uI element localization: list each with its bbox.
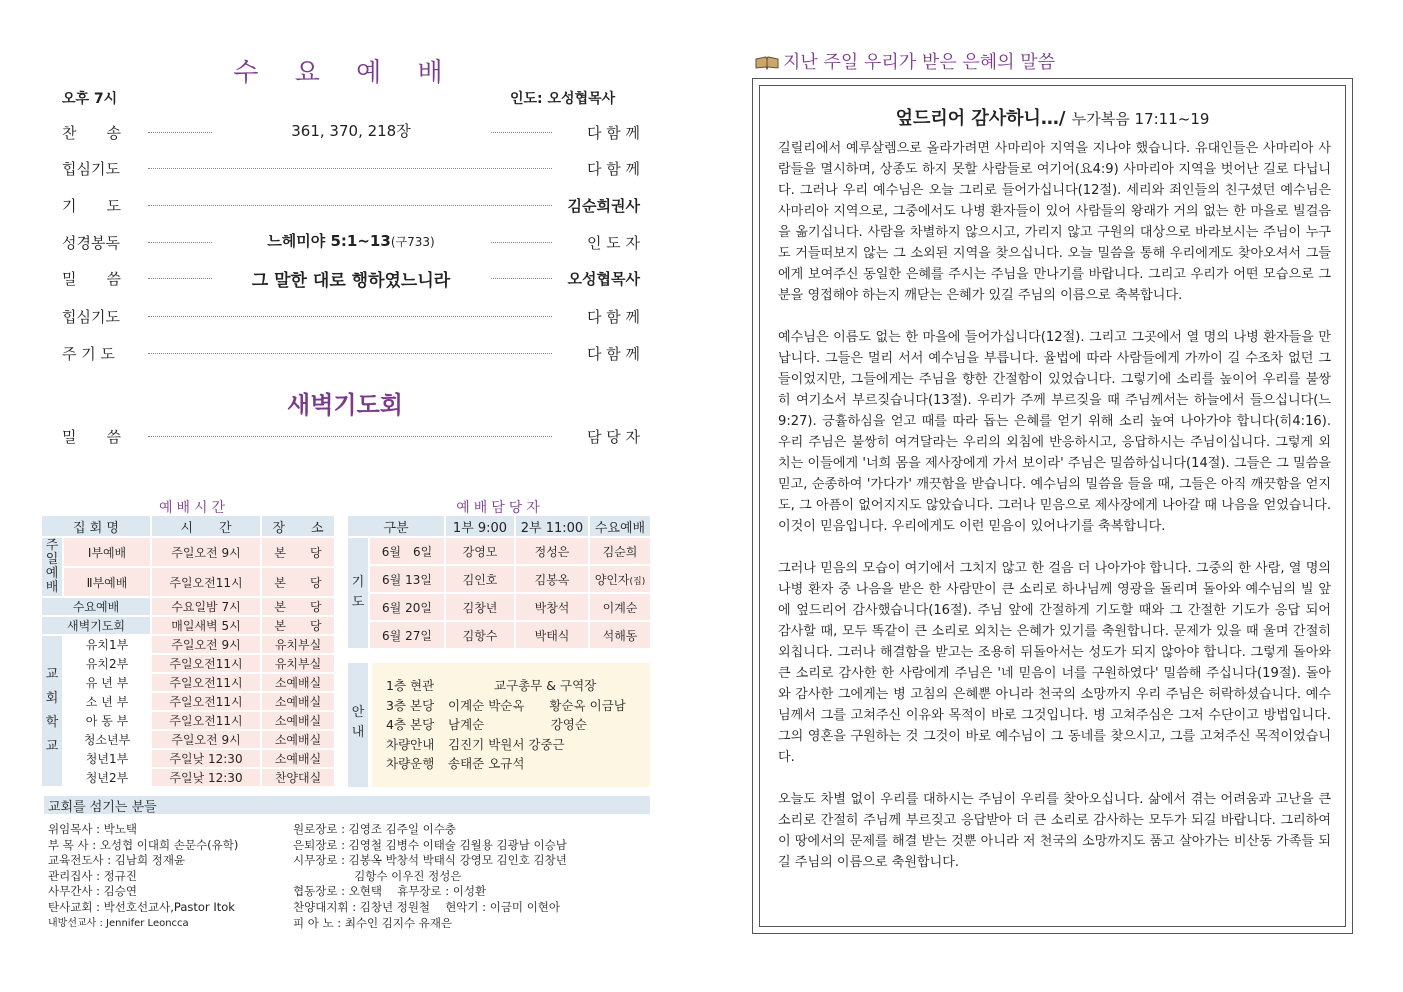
- order-item-name: 힙심기도: [62, 308, 120, 326]
- table-header: 구분: [348, 516, 444, 536]
- guide-label: 4층 본당: [386, 717, 435, 732]
- list-item: [386, 754, 626, 774]
- order-row-hymn: [62, 120, 640, 144]
- table-cell: 김봉옥: [516, 566, 588, 592]
- table-header-row: [42, 516, 334, 536]
- duty-title-note: (집): [629, 576, 646, 587]
- table-cell: 박태식: [516, 622, 588, 648]
- list-item: [386, 696, 626, 716]
- table-cell: 이계순: [590, 594, 650, 620]
- sermon-section-heading: [755, 48, 1055, 74]
- sermon-paragraph: 오늘도 차별 없이 우리를 대하시는 주님이 우리를 찾아오십니다. 삶에서 겪는 어려움과 고난을 큰 소리로 간절히 주님께 부르짖고 응답받아 더 큰 소리로 감사하는 모두가 되길 바랍니다. 그리하여 이 땅에서의 문제를 해결 받는 것뿐 아니라 저 천국의 소망까지도 품고 살아가는 비산동 가족들 되길 주님의 이름으로 축원합니다.: [778, 792, 1331, 870]
- table-cell: [590, 566, 650, 592]
- table-cell: 주일오전11시: [152, 568, 260, 596]
- order-item-name: 주 기 도: [62, 345, 116, 363]
- dawn-prayer-title: 새벽기도회: [287, 391, 403, 419]
- list-item: 시무장로 : 김봉옥 박창석 박태식 강영모 김인호 김창년: [293, 853, 567, 868]
- table-row: [42, 655, 334, 672]
- table-cell: 주일오전11시: [152, 674, 260, 691]
- table-cell: 6월 27일: [370, 622, 444, 648]
- table-cell: 유치1부: [64, 636, 150, 653]
- guide-group-label: 안내: [348, 663, 368, 787]
- scripture-page: (구733): [390, 235, 435, 249]
- table-cell: 주일낮 12:30: [152, 769, 260, 786]
- table-cell: 본 당: [262, 598, 334, 615]
- table-cell: 소예배실: [262, 712, 334, 729]
- table-row: [42, 750, 334, 767]
- order-row-scripture: [62, 230, 640, 254]
- table-cell: 김순희: [590, 538, 650, 564]
- table-cell: 김인호: [446, 566, 514, 592]
- list-item: 교육전도사 : 김남희 정재윤: [48, 853, 186, 868]
- guide-names: 김진기 박원서 강중근: [448, 736, 565, 752]
- table-cell: 주일오전 9시: [152, 636, 260, 653]
- order-item-person: 다 함 께: [586, 160, 640, 178]
- table-cell: 주일오전 9시: [152, 538, 260, 566]
- table-cell: 매일새벽 5시: [152, 617, 260, 634]
- group-label: 주일예배: [42, 538, 62, 596]
- schedule-title: 예배시간: [158, 500, 230, 516]
- table-header-row: [348, 516, 650, 536]
- worship-title: 수 요 예 배: [233, 58, 457, 88]
- guide-label: 3층 본당: [386, 697, 435, 713]
- list-item: [386, 676, 626, 696]
- table-cell: 주일오전11시: [152, 693, 260, 710]
- group-label: 기도: [348, 538, 368, 648]
- sermon-title: [760, 104, 1345, 130]
- servants-right-list: [293, 822, 567, 931]
- dawn-row: [62, 424, 640, 448]
- sermon-paragraph: 길릴리에서 예루살렘으로 올라가려면 사마리아 지역을 지나야 했습니다. 유대인들은 사마리아 사람들을 멸시하며, 상종도 하지 못할 사람들로 여기어(요4:9) 사마리아 지역을 벗어난 길로 다닙니다. 그러나 우리 예수님은 오늘 그리로 들어가십니다(12절). 세리와 죄인들의 친구셨던 예수님은 사마리아 지역으로, 그중에서도 나병 환자들이 있어 사람들의 왕래가 거의 없는 한 마을로 빌걸음을 옮기십니다. 사람을 차별하지 않으시고, 가리지 않고 구원의 대상으로 바라보시는 주님이 누구도 거들떠보지 않는 그 소외된 지역을 찾으십니다. 오늘 밀씀을 통해 우리에게도 찾아오셔서 그들에게 보여주신 동일한 은혜를 주시는 주님을 만나기를 바랍니다. 그리고 우리가 어떤 모습으로 그분을 영접해야 하는지 깨닫는 은혜가 있길 주님의 이름으로 축복합니다.: [778, 141, 1331, 303]
- order-item-person: 다 함 께: [586, 345, 640, 363]
- duty-name: 양인자: [594, 572, 630, 587]
- duty-table: [346, 514, 652, 650]
- order-item-person: 다 함 께: [586, 124, 640, 142]
- table-header: 장 소: [262, 516, 334, 536]
- sermon-title-text: 엎드리어 감사하니…/: [895, 108, 1066, 129]
- table-cell: 소예배실: [262, 674, 334, 691]
- list-item: 김항수 이우진 정성은: [293, 868, 462, 883]
- order-item-person: 오성협목사: [567, 270, 640, 288]
- sermon-box-inner: [759, 85, 1346, 927]
- guide-label: 1층 현관: [386, 678, 435, 693]
- list-item: 찬양대지휘 : 김창년 정원철 현악기 : 이금미 이현아: [293, 899, 561, 914]
- order-row-prayer-together-2: [62, 304, 640, 328]
- table-cell: 유치2부: [64, 655, 150, 672]
- list-item: 부 목 사 : 오성협 이대희 손문수(유학): [48, 837, 239, 852]
- list-item: [386, 735, 626, 755]
- group-label: 교회학교: [42, 636, 62, 786]
- table-cell: 찬양대실: [262, 769, 334, 786]
- table-row: [348, 622, 650, 648]
- list-item: [386, 715, 626, 735]
- table-row: [348, 538, 650, 564]
- dotted-leader: [148, 168, 552, 169]
- table-cell: Ⅰ부예배: [64, 538, 150, 566]
- table-cell: 소예배실: [262, 750, 334, 767]
- dotted-leader: [148, 353, 552, 354]
- table-cell: 아 동 부: [64, 712, 150, 729]
- list-item: 은퇴장로 : 김영철 김병수 이태술 김월용 김광남 이승남: [293, 837, 567, 852]
- table-header: 수요예배: [590, 516, 650, 536]
- sermon-reference: 누가복음 17:11~19: [1071, 110, 1210, 128]
- table-row: [42, 636, 334, 653]
- sermon-paragraph: 그러나 믿음의 모습이 여기에서 그치지 않고 한 걸음 더 나아가야 합니다. 그중의 한 사람, 열 명의 나병 환자 중 나음을 받은 한 사람만이 큰 소리로 하나님께 영광을 돌리며 돌아와 예수님의 빌 앞에 엎드리어 감사했습니다(16절). 주님 앞에 간절하게 기도할 때와 그 간절한 기도가 응답 되어 감사할 때, 모두 똑같이 큰 소리로 외치는 은혜가 있기를 축원합니다. 문제가 있을 때 울며 간절히 외칩니다. 그러나 해결함을 받고는 조용히 뒤돌아서는 성도가 되지 않아야 합니다. 그렇게 돌아와 큰 소리로 감사한 한 사람에게 주님은 '네 믿음이 너를 구원하였다' 밀씀해 주십니다(19절). 돌아와 감사한 그에게는 병 고침의 은혜뿐 아니라 천국의 소망까지 우리 주님은 허락하셨습니다. 예수님께서 그를 고쳐주신 이유와 목적이 바로 그것입니다. 병 고쳐주심은 그저 수단이고 방법입니다. 그의 영혼을 구원하는 것 그것이 바로 예수님이 그 동네를 찾으시고, 그를 고쳐주신 목적이었습니다.: [778, 561, 1331, 765]
- list-item: 탄사교회 : 박선호선교사,Pastor Itok: [48, 899, 235, 914]
- table-cell: 김창년: [446, 594, 514, 620]
- table-cell: 수요일밤 7시: [152, 598, 260, 615]
- order-item-name: 성경봉독: [62, 234, 120, 252]
- worship-time: 오후 7시: [62, 91, 118, 107]
- table-cell: 소예배실: [262, 693, 334, 710]
- order-item-name: 힙심기도: [62, 160, 120, 178]
- order-item-person: 다 함 께: [586, 308, 640, 326]
- guide-label: 차량운행: [386, 756, 435, 771]
- table-row: [42, 712, 334, 729]
- table-cell: 정성은: [516, 538, 588, 564]
- dotted-leader: [148, 205, 552, 206]
- table-row: [42, 769, 334, 786]
- duty-title: 예배담당자: [456, 500, 544, 516]
- sermon-body: [778, 138, 1331, 894]
- sermon-title-short: 그 말한 대로 행하였느니라: [246, 271, 456, 291]
- table-header: 집 회 명: [42, 516, 150, 536]
- table-row: [42, 598, 334, 615]
- list-item: 피 아 노 : 최수인 김지수 유재은: [293, 915, 453, 930]
- table-cell: 본 당: [262, 568, 334, 596]
- table-cell: 주일오전11시: [152, 655, 260, 672]
- table-row: [42, 731, 334, 748]
- dotted-leader: [148, 316, 552, 317]
- table-cell: 6월 6일: [370, 538, 444, 564]
- table-cell: 청소년부: [64, 731, 150, 748]
- worship-leader: 인도: 오성협목사: [510, 91, 616, 107]
- dotted-leader: [148, 436, 552, 437]
- sermon-paragraph: 예수님은 이름도 없는 한 마을에 들어가십니다(12절). 그리고 그곳에서 열 명의 나병 환자들을 만납니다. 그들은 멀리 서서 예수님을 부릅니다. 율법에 따라 사람들에게 가까이 길 수조차 없던 그들이었지만, 그들에게는 주님을 향한 간절함이 있었습니다. 그렇기에 소리를 높이어 우리를 불쌍히 여기소서 부르짖습니다(13절). 우리가 주께 부르짖을 때 주님께서는 하늘에서 들으십니다(느9:27). 긍휼하심을 얻고 때를 따라 돕는 은혜를 얻기 위해 소리 높여 나아가야 합니다(히4:16). 우리 주님은 불쌍히 여겨달라는 우리의 외침에 반응하시고, 응답하시는 주님이십니다. 그렇게 외치는 이들에게 '너희 몸을 제사장에게 가서 보이라' 주님은 밀씀하십니다(14절). 그들은 그 밀씀을 믿고, 순종하여 '가다가' 깨끗함을 받습니다. 예수님의 밀씀을 들을 때, 그들은 아직 깨끗함을 얻지도, 그 아픔이 없어지지도 않았습니다. 그러나 믿음으로 제사장에게 나아갈 때 나음을 얻었습니다. 이것이 믿음입니다. 우리에게도 이런 믿음이 있어나기를 축복합니다.: [778, 330, 1331, 534]
- list-item: 위임목사 : 박노택: [48, 822, 137, 836]
- list-item: 원로장로 : 김영조 김주일 이수충: [293, 822, 456, 836]
- order-item-person: 담 당 자: [586, 428, 640, 446]
- table-cell: 새벽기도회: [42, 617, 150, 634]
- table-cell: 강영모: [446, 538, 514, 564]
- table-cell: 석해동: [590, 622, 650, 648]
- table-cell: 청년2부: [64, 769, 150, 786]
- table-cell: 본 당: [262, 617, 334, 634]
- table-cell: 소예배실: [262, 731, 334, 748]
- list-item: 협동장로 : 오현택 휴무장로 : 이성환: [293, 884, 487, 899]
- table-row: [348, 566, 650, 592]
- order-row-sermon: [62, 266, 640, 290]
- schedule-table: [40, 514, 336, 788]
- table-row: [348, 594, 650, 620]
- order-item-name: 찬 송: [62, 124, 121, 142]
- table-cell: 소 년 부: [64, 693, 150, 710]
- order-item-person: 인 도 자: [586, 234, 640, 252]
- order-item-person: 김순희권사: [567, 197, 640, 215]
- guide-names: 남계순 강영순: [448, 717, 587, 732]
- table-cell: 수요예배: [42, 598, 150, 615]
- table-row: [42, 538, 334, 566]
- servants-left-list: [48, 822, 238, 931]
- list-item: 내방선교사 : Jennifer Leoncca: [48, 917, 189, 929]
- order-item-name: 기 도: [62, 197, 121, 215]
- table-header: 시 간: [152, 516, 260, 536]
- book-icon: [755, 54, 779, 68]
- guide-names: 교구총무 & 구역장: [494, 678, 597, 693]
- table-cell: 김항수: [446, 622, 514, 648]
- table-cell: Ⅱ부예배: [64, 568, 150, 596]
- table-row: [42, 568, 334, 596]
- table-cell: 박창석: [516, 594, 588, 620]
- sermon-heading-text: 지난 주일 우리가 받은 은혜의 말씀: [783, 52, 1056, 73]
- table-cell: 본 당: [262, 538, 334, 566]
- sermon-box: [752, 78, 1353, 934]
- table-row: [42, 674, 334, 691]
- table-cell: 유치부실: [262, 636, 334, 653]
- table-cell: 주일오전 9시: [152, 731, 260, 748]
- order-item-content: 361, 370, 218장: [285, 122, 416, 140]
- order-item-name: 밀 씀: [62, 428, 121, 446]
- table-header: 1부 9:00: [446, 516, 514, 536]
- order-row-lords-prayer: [62, 341, 640, 365]
- table-cell: 유치부실: [262, 655, 334, 672]
- table-cell: 6월 13일: [370, 566, 444, 592]
- list-item: 사무간사 : 김승연: [48, 884, 137, 899]
- order-row-prayer: [62, 193, 640, 217]
- order-row-prayer-together: [62, 156, 640, 180]
- list-item: 관리집사 : 정규진: [48, 868, 137, 883]
- table-cell: 주일오전11시: [152, 712, 260, 729]
- order-item-name: 밀 씀: [62, 270, 121, 288]
- table-cell: 청년1부: [64, 750, 150, 767]
- scripture-passage: 느헤미야 5:1~13: [267, 232, 391, 250]
- servants-title: 교회를 섬기는 분들: [44, 796, 650, 814]
- table-row: [42, 617, 334, 634]
- table-header: 2부 11:00: [516, 516, 588, 536]
- guide-names: 송태준 오규석: [448, 756, 525, 771]
- table-cell: 주일낮 12:30: [152, 750, 260, 767]
- table-row: [42, 693, 334, 710]
- table-cell: 유 년 부: [64, 674, 150, 691]
- guide-list: [386, 676, 626, 774]
- guide-names: 이계순 박순옥 황순옥 이금남: [448, 697, 626, 713]
- guide-label: 차량안내: [386, 736, 435, 752]
- table-cell: 6월 20일: [370, 594, 444, 620]
